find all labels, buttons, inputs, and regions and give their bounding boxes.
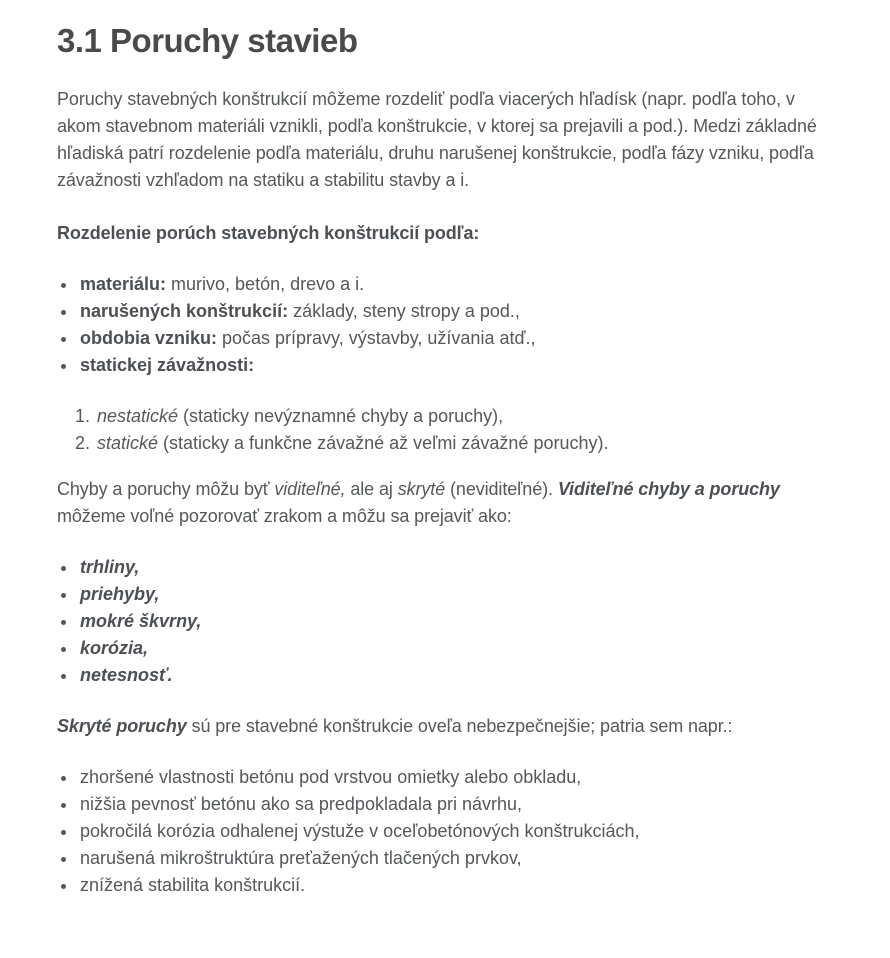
list-item: • znížená stabilita konštrukcií. — [78, 872, 817, 899]
list-item: • obdobia vzniku: počas prípravy, výstavby, užívania atď., — [78, 325, 817, 352]
list-item: • korózia, — [78, 635, 817, 662]
list-item: • netesnosť. — [78, 662, 817, 689]
hidden-defects-list — [57, 764, 817, 899]
severity-list — [57, 403, 817, 457]
list-item: 2. statické (staticky a funkčne závažné až veľmi závažné poruchy). — [95, 430, 817, 457]
list-item: • pokročilá korózia odhalenej výstuže v oceľobetónových konštrukciách, — [78, 818, 817, 845]
division-list — [57, 271, 817, 379]
intro-paragraph: Poruchy stavebných konštrukcií môžeme rozdeliť podľa viacerých hľadísk (napr. podľa toho, v akom stavebnom materiáli vznikli, podľa konštrukcie, v ktorej sa prejavili a pod.). Medzi základné hľadiská patrí rozdelenie podľa materiálu, druhu narušenej konštrukcie, podľa fázy vzniku, podľa závažnosti vzhľadom na statiku a stabilitu stavby a i. — [57, 89, 817, 190]
visible-defects-list — [57, 554, 817, 689]
list-item: • priehyby, — [78, 581, 817, 608]
visibility-paragraph: Chyby a poruchy môžu byť viditeľné, ale aj skryté (neviditeľné). Viditeľné chyby a poruchy môžeme voľné pozorovať zrakom a môžu sa prejaviť ako: — [57, 479, 780, 526]
list-item: • materiálu: murivo, betón, drevo a i. — [78, 271, 817, 298]
list-item: • narušená mikroštruktúra preťažených tlačených prvkov, — [78, 845, 817, 872]
list-item: • nižšia pevnosť betónu ako sa predpokladala pri návrhu, — [78, 791, 817, 818]
division-heading: Rozdelenie porúch stavebných konštrukcií podľa: — [57, 223, 480, 243]
list-item: • narušených konštrukcií: základy, steny stropy a pod., — [78, 298, 817, 325]
list-item: • statickej závažnosti: — [78, 352, 817, 379]
hidden-defects-paragraph: Skryté poruchy sú pre stavebné konštrukcie oveľa nebezpečnejšie; patria sem napr.: — [57, 716, 733, 736]
list-item: • trhliny, — [78, 554, 817, 581]
page-title: 3.1 Poruchy stavieb — [57, 22, 358, 59]
list-item: • zhoršené vlastnosti betónu pod vrstvou omietky alebo obkladu, — [78, 764, 817, 791]
list-item: 1. nestatické (staticky nevýznamné chyby a poruchy), — [95, 403, 817, 430]
list-item: • mokré škvrny, — [78, 608, 817, 635]
